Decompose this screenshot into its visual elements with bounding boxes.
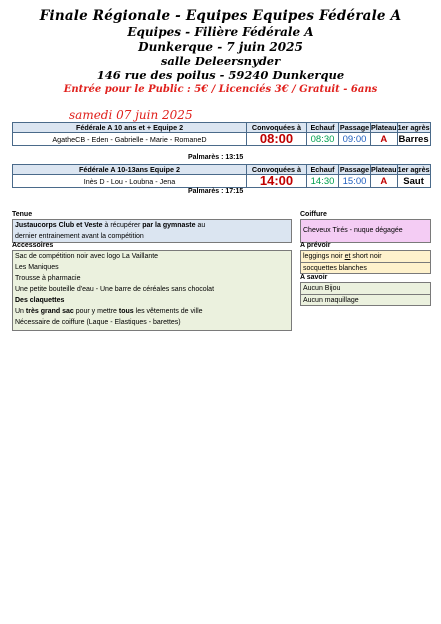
convoquees-time: 08:00 bbox=[247, 133, 307, 146]
header-location-date: Dunkerque - 7 juin 2025 bbox=[138, 40, 303, 54]
tenue-line-1: Justaucorps Club et Veste à récupérer par la gymnaste au bbox=[15, 222, 206, 229]
gymnasts-list: AgatheCB - Eden - Gabrielle - Marie - RomaneD bbox=[13, 133, 247, 146]
event-date: samedi 07 juin 2025 bbox=[69, 108, 193, 122]
header-subtitle: Equipes - Filière Fédérale A bbox=[127, 25, 314, 39]
accessoire-item: Une petite bouteille d'eau - Une barre de céréales sans chocolat bbox=[15, 286, 215, 293]
savoir-title: A savoir bbox=[300, 274, 328, 281]
gymnasts-list: Inès D - Lou - Loubna - Jena bbox=[13, 175, 247, 188]
prevoir-line-2: socquettes blanches bbox=[303, 265, 367, 272]
session-header-row bbox=[13, 123, 431, 133]
prevoir-title: A prévoir bbox=[300, 242, 331, 249]
tenue-line-2: dernier entrainement avant la compétition bbox=[15, 233, 144, 240]
agres-value: Barres bbox=[398, 133, 429, 145]
session-table-1 bbox=[12, 122, 431, 146]
tenue-title: Tenue bbox=[12, 211, 33, 218]
col-passage: Passage bbox=[339, 123, 370, 132]
session-table-2 bbox=[12, 164, 431, 188]
col-agres: 1er agrès bbox=[397, 123, 430, 132]
header-address: 146 rue des poilus - 59240 Dunkerque bbox=[96, 68, 345, 82]
convoquees-time: 14:00 bbox=[247, 175, 307, 188]
coiffure-title: Coiffure bbox=[300, 211, 327, 218]
accessoires-box bbox=[12, 250, 292, 331]
prevoir-line-1: leggings noir et short noir bbox=[301, 251, 430, 263]
session-row bbox=[13, 175, 431, 188]
accessoire-item: Trousse à pharmacie bbox=[15, 275, 81, 282]
document-header bbox=[0, 9, 441, 96]
col-plateau: Plateau bbox=[371, 123, 397, 132]
palmares-1: Palmarès : 13:15 bbox=[188, 154, 244, 161]
savoir-box bbox=[300, 282, 431, 306]
coiffure-box bbox=[300, 219, 431, 243]
category-label: Fédérale A 10-13ans Equipe 2 bbox=[13, 165, 247, 175]
agres-value: Saut bbox=[397, 175, 430, 188]
savoir-item: Aucun maquillage bbox=[303, 297, 359, 304]
header-prices: Entrée pour le Public : 5€ / Licenciés 3€ / Gratuit - 6ans bbox=[63, 84, 378, 95]
accessoire-sac: Un très grand sac pour y mettre tous les vêtements de ville bbox=[15, 308, 203, 315]
col-passage: Passage bbox=[339, 165, 370, 174]
accessoire-item: Sac de compétition noir avec logo La Vaillante bbox=[15, 253, 159, 260]
col-convoquees: Convoquées à bbox=[247, 123, 307, 133]
echauf-time: 08:30 bbox=[307, 133, 339, 146]
col-echauf: Echauf bbox=[307, 165, 339, 175]
plateau-value: A bbox=[371, 175, 398, 188]
col-echauf: Echauf bbox=[307, 123, 339, 133]
accessoire-item: Les Maniques bbox=[15, 264, 59, 271]
header-title: Finale Régionale - Equipes Equipes Fédérale A bbox=[39, 8, 402, 24]
session-row bbox=[13, 133, 431, 146]
prevoir-box bbox=[300, 250, 431, 274]
plateau-value: A bbox=[371, 133, 398, 146]
col-plateau: Plateau bbox=[371, 165, 397, 174]
accessoire-coiffure: Nécessaire de coiffure (Laque - Elastiques - barettes) bbox=[15, 319, 181, 326]
col-convoquees: Convoquées à bbox=[247, 165, 307, 175]
coiffure-text: Cheveux Tirés - nuque dégagée bbox=[303, 227, 403, 234]
session-header-row bbox=[13, 165, 431, 175]
passage-time: 09:00 bbox=[339, 133, 371, 146]
tenue-box bbox=[12, 219, 292, 243]
accessoires-title: Accessoires bbox=[12, 242, 54, 249]
accessoire-claquettes: Des claquettes bbox=[15, 297, 65, 304]
palmares-2: Palmarès : 17:15 bbox=[188, 188, 244, 195]
category-label: Fédérale A 10 ans et + Equipe 2 bbox=[13, 123, 247, 133]
col-agres: 1er agrès bbox=[397, 165, 430, 174]
header-venue: salle Deleersnyder bbox=[160, 54, 281, 68]
passage-time: 15:00 bbox=[339, 175, 371, 188]
echauf-time: 14:30 bbox=[307, 175, 339, 188]
savoir-item: Aucun Bijou bbox=[301, 283, 430, 295]
